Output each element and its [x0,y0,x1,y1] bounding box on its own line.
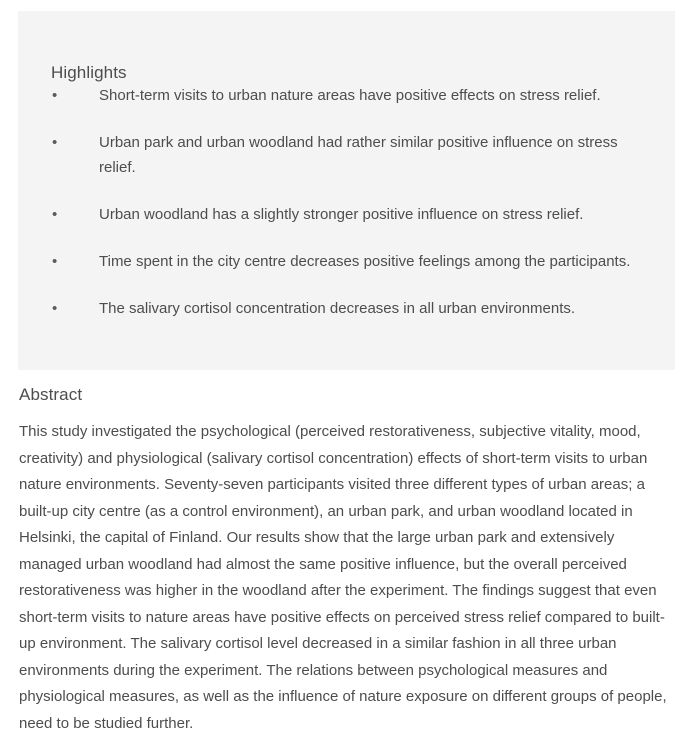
list-item [51,130,657,180]
highlight-text: Urban woodland has a slightly stronger positive influence on stress relief. [99,206,584,223]
list-item [51,296,657,321]
highlight-text: Short-term visits to urban nature areas have positive effects on stress relief. [99,87,601,104]
abstract-body-text: This study investigated the psychological (perceived restorativeness, subjective vitality, mood, creativity) and physiological (salivary cortisol concentration) effects of short-term visits to urban nature environments. Seventy-seven participants visited three different types of urban areas; a built-up city centre (as a control environment), an urban park, and urban woodland located in Helsinki, the capital of Finland. Our results show that the large urban park and extensively managed urban woodland had almost the same positive influence, but the overall perceived restorativeness was higher in the woodland after the experiment. The findings suggest that even short-term visits to nature areas have positive effects on perceived stress relief compared to built-up environment. The salivary cortisol level decreased in a similar fashion in all three urban environments during the experiment. The relations between psychological measures and physiological measures, as well as the influence of nature exposure on different groups of people, need to be studied further. [19,423,667,732]
highlights-list [51,83,657,343]
highlight-text: Time spent in the city centre decreases positive feelings among the participants. [99,253,631,270]
bullet-icon: • [52,134,58,151]
abstract-heading: Abstract [19,385,83,404]
highlight-text: The salivary cortisol concentration decreases in all urban environments. [99,300,576,317]
list-item [51,83,657,108]
bullet-icon: • [52,87,58,104]
bullet-icon: • [52,300,58,317]
list-item [51,202,657,227]
abstract-section [19,383,669,737]
bullet-icon: • [52,206,58,223]
bullet-icon: • [52,253,58,270]
highlight-text: Urban park and urban woodland had rather similar positive influence on stress relief. [99,134,618,176]
list-item [51,249,657,274]
highlights-panel [18,11,675,370]
highlights-heading: Highlights [51,63,127,83]
